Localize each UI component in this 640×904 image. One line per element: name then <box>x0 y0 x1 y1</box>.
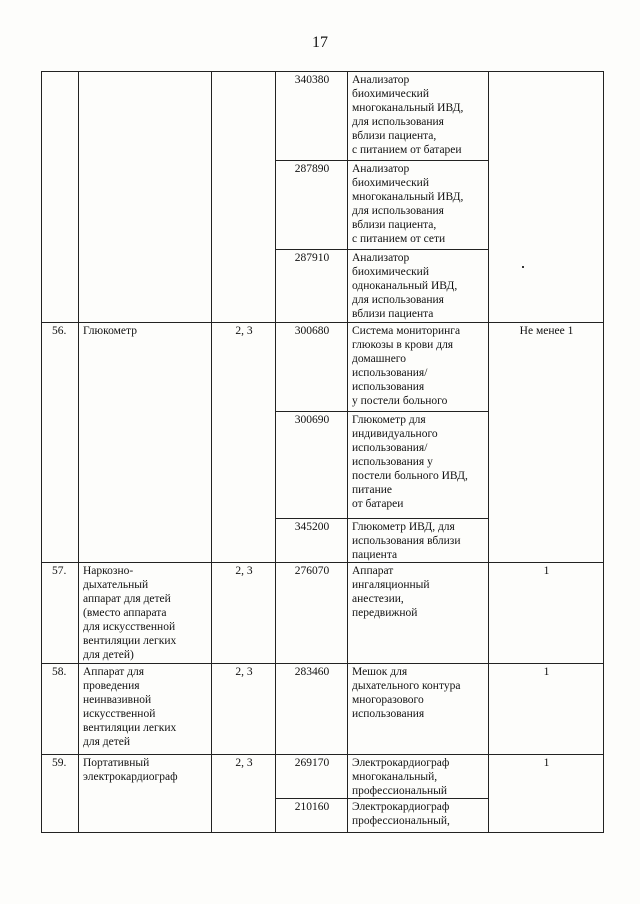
nomenclature-description: Электрокардиограф многоканальный, профессиональный <box>348 755 489 799</box>
required-quantity: 1 <box>489 755 604 833</box>
nomenclature-description: Глюкометр ИВД, для использования вблизи пациента <box>348 519 489 563</box>
nomenclature-description: Аппарат ингаляционный анестезии, передвижной <box>348 563 489 664</box>
equipment-class: 2, 3 <box>212 323 276 563</box>
table-row <box>42 563 604 664</box>
equipment-class: 2, 3 <box>212 755 276 833</box>
table-body <box>42 72 604 833</box>
row-number: 57. <box>42 563 79 664</box>
table-row <box>42 323 604 412</box>
equipment-name <box>79 72 212 323</box>
nomenclature-code: 210160 <box>276 799 348 833</box>
nomenclature-description: Система мониторинга глюкозы в крови для домашнего использования/ использования у постели больного <box>348 323 489 412</box>
nomenclature-description: Электрокардиограф профессиональный, <box>348 799 489 833</box>
nomenclature-description: Глюкометр для индивидуального использования/ использования у постели больного ИВД, питание от батареи <box>348 412 489 519</box>
required-quantity: 1 <box>489 664 604 755</box>
equipment-name: Аппарат для проведения неинвазивной искусственной вентиляции легких для детей <box>79 664 212 755</box>
nomenclature-code: 300680 <box>276 323 348 412</box>
nomenclature-code: 345200 <box>276 519 348 563</box>
equipment-class: 2, 3 <box>212 563 276 664</box>
nomenclature-code: 287890 <box>276 161 348 250</box>
table-row <box>42 664 604 755</box>
nomenclature-description: Анализатор биохимический многоканальный ИВД, для использования вблизи пациента, с питанием от сети <box>348 161 489 250</box>
nomenclature-code: 340380 <box>276 72 348 161</box>
equipment-name: Глюкометр <box>79 323 212 563</box>
nomenclature-description: Анализатор биохимический одноканальный ИВД, для использования вблизи пациента <box>348 250 489 323</box>
stray-dot <box>522 266 524 268</box>
equipment-class: 2, 3 <box>212 664 276 755</box>
nomenclature-code: 283460 <box>276 664 348 755</box>
table-row <box>42 72 604 161</box>
required-quantity <box>489 72 604 323</box>
equipment-name: Наркозно- дыхательный аппарат для детей (вместо аппарата для искусственной вентиляции легких для детей) <box>79 563 212 664</box>
table-row <box>42 755 604 799</box>
equipment-class <box>212 72 276 323</box>
nomenclature-description: Анализатор биохимический многоканальный ИВД, для использования вблизи пациента, с питанием от батареи <box>348 72 489 161</box>
nomenclature-code: 287910 <box>276 250 348 323</box>
nomenclature-code: 276070 <box>276 563 348 664</box>
required-quantity: 1 <box>489 563 604 664</box>
page-number: 17 <box>312 34 328 51</box>
row-number: 56. <box>42 323 79 563</box>
required-quantity: Не менее 1 <box>489 323 604 563</box>
nomenclature-code: 269170 <box>276 755 348 799</box>
row-number: 59. <box>42 755 79 833</box>
row-number: 58. <box>42 664 79 755</box>
nomenclature-description: Мешок для дыхательного контура многоразового использования <box>348 664 489 755</box>
equipment-name: Портативный электрокардиограф <box>79 755 212 833</box>
row-number <box>42 72 79 323</box>
nomenclature-code: 300690 <box>276 412 348 519</box>
equipment-table <box>41 71 604 833</box>
